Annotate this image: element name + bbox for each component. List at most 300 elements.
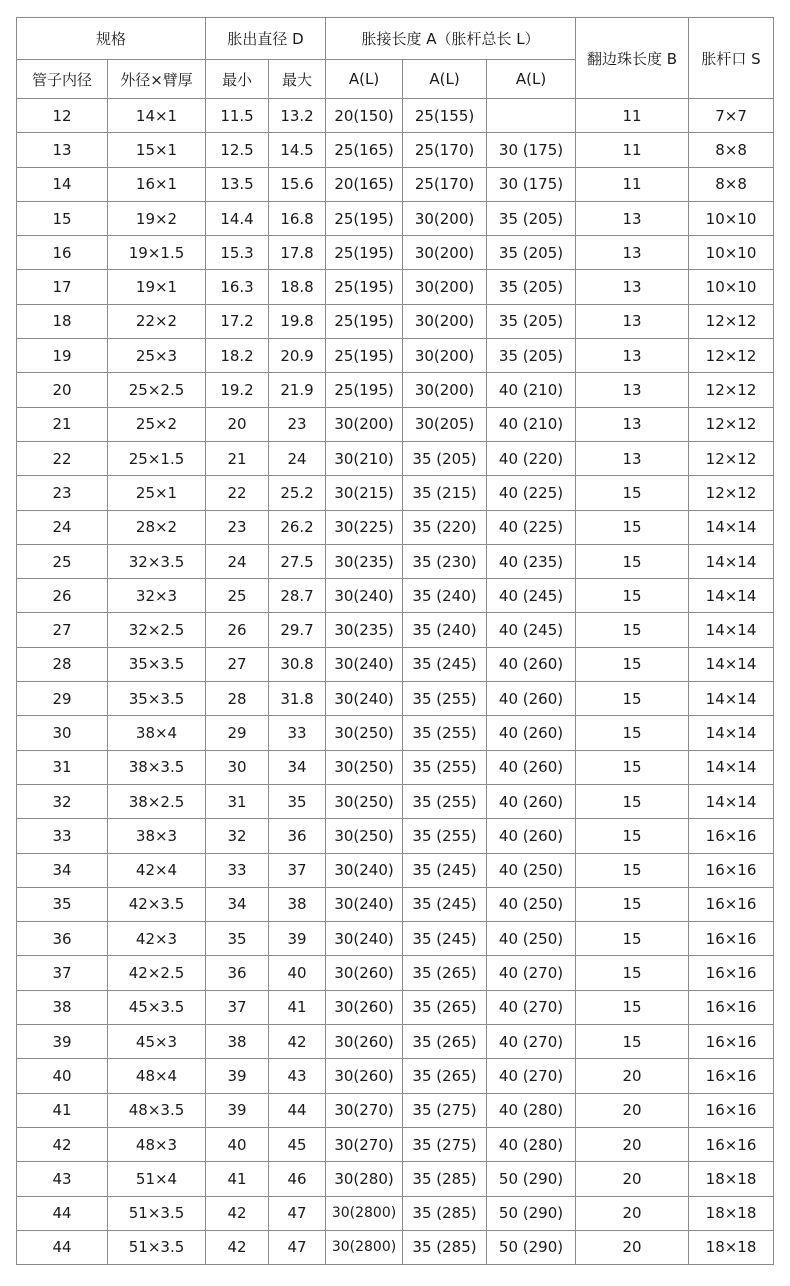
cell-inner-diameter: 38: [17, 990, 108, 1024]
cell-a1-length: 30(260): [326, 1025, 403, 1059]
cell-max-diameter: 39: [269, 922, 326, 956]
cell-min-diameter: 33: [206, 853, 269, 887]
cell-min-diameter: 41: [206, 1162, 269, 1196]
cell-od-wall: 38×3.5: [108, 750, 206, 784]
cell-flange-bead-length: 13: [576, 236, 689, 270]
cell-a2-length: 30(200): [403, 339, 487, 373]
cell-min-diameter: 27: [206, 647, 269, 681]
cell-min-diameter: 19.2: [206, 373, 269, 407]
cell-a2-length: 35 (265): [403, 1025, 487, 1059]
cell-a1-length: 30(250): [326, 784, 403, 818]
cell-max-diameter: 30.8: [269, 647, 326, 681]
cell-a1-length: 30(235): [326, 544, 403, 578]
cell-a2-length: 35 (285): [403, 1196, 487, 1230]
cell-rod-opening: 14×14: [689, 784, 774, 818]
cell-min-diameter: 34: [206, 887, 269, 921]
cell-a2-length: 35 (255): [403, 750, 487, 784]
table-row: [17, 647, 774, 681]
cell-inner-diameter: 37: [17, 956, 108, 990]
cell-max-diameter: 23: [269, 407, 326, 441]
cell-a1-length: 30(280): [326, 1162, 403, 1196]
cell-a2-length: 35 (205): [403, 441, 487, 475]
cell-max-diameter: 46: [269, 1162, 326, 1196]
header-row-top: [17, 18, 774, 60]
cell-min-diameter: 12.5: [206, 133, 269, 167]
cell-od-wall: 22×2: [108, 304, 206, 338]
cell-min-diameter: 20: [206, 407, 269, 441]
cell-max-diameter: 14.5: [269, 133, 326, 167]
cell-a1-length: 25(195): [326, 304, 403, 338]
cell-a2-length: 35 (245): [403, 922, 487, 956]
cell-od-wall: 51×3.5: [108, 1196, 206, 1230]
cell-max-diameter: 17.8: [269, 236, 326, 270]
cell-a2-length: 35 (245): [403, 647, 487, 681]
cell-flange-bead-length: 15: [576, 956, 689, 990]
cell-a2-length: 35 (255): [403, 819, 487, 853]
cell-a1-length: 30(250): [326, 750, 403, 784]
header-flange-bead-length: 翻边珠长度 B: [576, 18, 689, 99]
header-a3: A(L): [487, 60, 576, 99]
cell-max-diameter: 35: [269, 784, 326, 818]
table-row: [17, 270, 774, 304]
cell-od-wall: 25×3: [108, 339, 206, 373]
cell-a1-length: 30(2800): [326, 1230, 403, 1264]
cell-flange-bead-length: 15: [576, 819, 689, 853]
cell-min-diameter: 29: [206, 716, 269, 750]
cell-flange-bead-length: 15: [576, 887, 689, 921]
cell-rod-opening: 16×16: [689, 990, 774, 1024]
cell-a2-length: 35 (255): [403, 682, 487, 716]
cell-a1-length: 30(235): [326, 613, 403, 647]
cell-flange-bead-length: 13: [576, 201, 689, 235]
header-a1: A(L): [326, 60, 403, 99]
cell-a1-length: 30(270): [326, 1093, 403, 1127]
cell-od-wall: 14×1: [108, 99, 206, 133]
cell-rod-opening: 12×12: [689, 339, 774, 373]
cell-min-diameter: 35: [206, 922, 269, 956]
cell-inner-diameter: 30: [17, 716, 108, 750]
cell-rod-opening: 14×14: [689, 613, 774, 647]
cell-inner-diameter: 28: [17, 647, 108, 681]
cell-a3-length: 40 (270): [487, 990, 576, 1024]
cell-od-wall: 16×1: [108, 167, 206, 201]
cell-a3-length: 40 (280): [487, 1093, 576, 1127]
cell-a1-length: 30(270): [326, 1127, 403, 1161]
table-row: [17, 1025, 774, 1059]
cell-flange-bead-length: 13: [576, 270, 689, 304]
cell-min-diameter: 11.5: [206, 99, 269, 133]
cell-a3-length: 40 (280): [487, 1127, 576, 1161]
header-od-wall: 外径×臂厚: [108, 60, 206, 99]
cell-od-wall: 51×3.5: [108, 1230, 206, 1264]
cell-a1-length: 25(195): [326, 270, 403, 304]
cell-flange-bead-length: 15: [576, 613, 689, 647]
cell-flange-bead-length: 15: [576, 853, 689, 887]
cell-od-wall: 45×3: [108, 1025, 206, 1059]
cell-inner-diameter: 33: [17, 819, 108, 853]
cell-rod-opening: 12×12: [689, 476, 774, 510]
cell-rod-opening: 14×14: [689, 750, 774, 784]
cell-a1-length: 30(240): [326, 682, 403, 716]
cell-a2-length: 30(200): [403, 270, 487, 304]
cell-a1-length: 25(195): [326, 339, 403, 373]
cell-inner-diameter: 43: [17, 1162, 108, 1196]
cell-a2-length: 25(170): [403, 133, 487, 167]
cell-flange-bead-length: 20: [576, 1093, 689, 1127]
cell-a3-length: 35 (205): [487, 201, 576, 235]
cell-inner-diameter: 29: [17, 682, 108, 716]
cell-inner-diameter: 34: [17, 853, 108, 887]
cell-a2-length: 30(200): [403, 304, 487, 338]
cell-a2-length: 35 (245): [403, 887, 487, 921]
cell-inner-diameter: 36: [17, 922, 108, 956]
cell-min-diameter: 14.4: [206, 201, 269, 235]
cell-rod-opening: 14×14: [689, 544, 774, 578]
cell-rod-opening: 16×16: [689, 1059, 774, 1093]
cell-a1-length: 30(260): [326, 1059, 403, 1093]
header-spec: 规格: [17, 18, 206, 60]
table-row: [17, 1127, 774, 1161]
cell-inner-diameter: 14: [17, 167, 108, 201]
cell-od-wall: 28×2: [108, 510, 206, 544]
cell-a2-length: 35 (255): [403, 784, 487, 818]
cell-max-diameter: 28.7: [269, 579, 326, 613]
cell-rod-opening: 12×12: [689, 441, 774, 475]
cell-inner-diameter: 42: [17, 1127, 108, 1161]
cell-inner-diameter: 21: [17, 407, 108, 441]
cell-max-diameter: 19.8: [269, 304, 326, 338]
cell-rod-opening: 18×18: [689, 1196, 774, 1230]
cell-inner-diameter: 25: [17, 544, 108, 578]
table-body: [17, 99, 774, 1265]
cell-inner-diameter: 26: [17, 579, 108, 613]
cell-a1-length: 30(240): [326, 887, 403, 921]
cell-flange-bead-length: 15: [576, 990, 689, 1024]
cell-flange-bead-length: 20: [576, 1127, 689, 1161]
cell-min-diameter: 26: [206, 613, 269, 647]
cell-a3-length: 40 (245): [487, 613, 576, 647]
cell-rod-opening: 16×16: [689, 1127, 774, 1161]
cell-a1-length: 30(250): [326, 819, 403, 853]
table-row: [17, 236, 774, 270]
cell-flange-bead-length: 15: [576, 544, 689, 578]
cell-max-diameter: 36: [269, 819, 326, 853]
cell-inner-diameter: 20: [17, 373, 108, 407]
cell-min-diameter: 24: [206, 544, 269, 578]
cell-a3-length: 50 (290): [487, 1196, 576, 1230]
cell-rod-opening: 12×12: [689, 304, 774, 338]
header-inner-diameter: 管子内径: [17, 60, 108, 99]
cell-a3-length: 35 (205): [487, 339, 576, 373]
cell-od-wall: 25×1: [108, 476, 206, 510]
table-row: [17, 922, 774, 956]
cell-a2-length: 30(200): [403, 373, 487, 407]
table-row: [17, 167, 774, 201]
cell-inner-diameter: 39: [17, 1025, 108, 1059]
cell-od-wall: 32×2.5: [108, 613, 206, 647]
cell-a1-length: 25(195): [326, 236, 403, 270]
table-row: [17, 1093, 774, 1127]
cell-min-diameter: 15.3: [206, 236, 269, 270]
cell-max-diameter: 27.5: [269, 544, 326, 578]
cell-rod-opening: 10×10: [689, 201, 774, 235]
cell-a1-length: 30(240): [326, 922, 403, 956]
cell-a3-length: 40 (260): [487, 750, 576, 784]
cell-max-diameter: 38: [269, 887, 326, 921]
cell-inner-diameter: 13: [17, 133, 108, 167]
cell-a3-length: [487, 99, 576, 133]
cell-rod-opening: 8×8: [689, 133, 774, 167]
cell-max-diameter: 47: [269, 1230, 326, 1264]
cell-max-diameter: 40: [269, 956, 326, 990]
cell-min-diameter: 32: [206, 819, 269, 853]
cell-rod-opening: 16×16: [689, 819, 774, 853]
cell-flange-bead-length: 15: [576, 682, 689, 716]
cell-max-diameter: 33: [269, 716, 326, 750]
cell-min-diameter: 40: [206, 1127, 269, 1161]
cell-od-wall: 48×4: [108, 1059, 206, 1093]
cell-od-wall: 19×2: [108, 201, 206, 235]
cell-a2-length: 35 (265): [403, 990, 487, 1024]
cell-min-diameter: 21: [206, 441, 269, 475]
cell-a2-length: 35 (230): [403, 544, 487, 578]
cell-rod-opening: 16×16: [689, 956, 774, 990]
cell-max-diameter: 44: [269, 1093, 326, 1127]
cell-a3-length: 40 (260): [487, 647, 576, 681]
cell-a3-length: 40 (235): [487, 544, 576, 578]
cell-rod-opening: 18×18: [689, 1162, 774, 1196]
cell-rod-opening: 14×14: [689, 510, 774, 544]
header-rod-opening: 胀杆口 S: [689, 18, 774, 99]
cell-a2-length: 35 (215): [403, 476, 487, 510]
cell-a2-length: 35 (265): [403, 1059, 487, 1093]
cell-a3-length: 40 (260): [487, 682, 576, 716]
table-row: [17, 441, 774, 475]
table-row: [17, 1059, 774, 1093]
cell-min-diameter: 22: [206, 476, 269, 510]
cell-max-diameter: 25.2: [269, 476, 326, 510]
cell-max-diameter: 21.9: [269, 373, 326, 407]
cell-min-diameter: 39: [206, 1059, 269, 1093]
cell-max-diameter: 18.8: [269, 270, 326, 304]
cell-a3-length: 40 (260): [487, 784, 576, 818]
cell-od-wall: 25×1.5: [108, 441, 206, 475]
cell-a3-length: 40 (260): [487, 819, 576, 853]
cell-od-wall: 25×2: [108, 407, 206, 441]
cell-min-diameter: 28: [206, 682, 269, 716]
cell-a1-length: 30(240): [326, 853, 403, 887]
cell-inner-diameter: 31: [17, 750, 108, 784]
table-row: [17, 750, 774, 784]
cell-a2-length: 35 (240): [403, 579, 487, 613]
cell-flange-bead-length: 20: [576, 1230, 689, 1264]
table-row: [17, 1196, 774, 1230]
cell-a1-length: 30(250): [326, 716, 403, 750]
table-row: [17, 1162, 774, 1196]
cell-od-wall: 51×4: [108, 1162, 206, 1196]
cell-flange-bead-length: 13: [576, 339, 689, 373]
cell-rod-opening: 16×16: [689, 922, 774, 956]
cell-a3-length: 40 (270): [487, 956, 576, 990]
cell-a1-length: 30(200): [326, 407, 403, 441]
cell-od-wall: 15×1: [108, 133, 206, 167]
cell-a3-length: 40 (225): [487, 510, 576, 544]
cell-inner-diameter: 35: [17, 887, 108, 921]
cell-inner-diameter: 24: [17, 510, 108, 544]
cell-a3-length: 50 (290): [487, 1230, 576, 1264]
cell-od-wall: 42×4: [108, 853, 206, 887]
table-row: [17, 476, 774, 510]
table-row: [17, 990, 774, 1024]
cell-inner-diameter: 40: [17, 1059, 108, 1093]
cell-a1-length: 30(240): [326, 647, 403, 681]
cell-flange-bead-length: 13: [576, 407, 689, 441]
cell-flange-bead-length: 13: [576, 304, 689, 338]
header-max: 最大: [269, 60, 326, 99]
table-row: [17, 201, 774, 235]
cell-rod-opening: 14×14: [689, 716, 774, 750]
cell-max-diameter: 34: [269, 750, 326, 784]
cell-od-wall: 45×3.5: [108, 990, 206, 1024]
cell-a2-length: 35 (285): [403, 1162, 487, 1196]
cell-rod-opening: 16×16: [689, 1025, 774, 1059]
spec-table: [16, 17, 774, 1265]
cell-a3-length: 40 (210): [487, 407, 576, 441]
cell-a1-length: 25(195): [326, 201, 403, 235]
table-row: [17, 373, 774, 407]
cell-a2-length: 35 (275): [403, 1127, 487, 1161]
cell-a1-length: 25(165): [326, 133, 403, 167]
cell-max-diameter: 16.8: [269, 201, 326, 235]
cell-rod-opening: 10×10: [689, 236, 774, 270]
cell-a3-length: 35 (205): [487, 304, 576, 338]
cell-a3-length: 35 (205): [487, 236, 576, 270]
cell-flange-bead-length: 11: [576, 133, 689, 167]
header-expand-diameter: 胀出直径 D: [206, 18, 326, 60]
cell-max-diameter: 29.7: [269, 613, 326, 647]
cell-inner-diameter: 44: [17, 1230, 108, 1264]
table-row: [17, 613, 774, 647]
cell-max-diameter: 47: [269, 1196, 326, 1230]
cell-od-wall: 19×1: [108, 270, 206, 304]
table-row: [17, 784, 774, 818]
cell-max-diameter: 24: [269, 441, 326, 475]
cell-flange-bead-length: 13: [576, 441, 689, 475]
cell-od-wall: 42×2.5: [108, 956, 206, 990]
table-row: [17, 579, 774, 613]
cell-flange-bead-length: 15: [576, 750, 689, 784]
cell-inner-diameter: 23: [17, 476, 108, 510]
cell-min-diameter: 18.2: [206, 339, 269, 373]
cell-od-wall: 38×2.5: [108, 784, 206, 818]
table-row: [17, 887, 774, 921]
cell-inner-diameter: 22: [17, 441, 108, 475]
cell-a2-length: 35 (220): [403, 510, 487, 544]
cell-a1-length: 20(150): [326, 99, 403, 133]
cell-max-diameter: 37: [269, 853, 326, 887]
cell-a1-length: 30(260): [326, 990, 403, 1024]
table-row: [17, 339, 774, 373]
table-row: [17, 510, 774, 544]
cell-min-diameter: 31: [206, 784, 269, 818]
cell-max-diameter: 13.2: [269, 99, 326, 133]
cell-inner-diameter: 18: [17, 304, 108, 338]
cell-min-diameter: 42: [206, 1230, 269, 1264]
cell-a3-length: 40 (270): [487, 1025, 576, 1059]
cell-od-wall: 35×3.5: [108, 647, 206, 681]
cell-a3-length: 40 (225): [487, 476, 576, 510]
cell-max-diameter: 20.9: [269, 339, 326, 373]
cell-a1-length: 25(195): [326, 373, 403, 407]
header-min: 最小: [206, 60, 269, 99]
cell-max-diameter: 45: [269, 1127, 326, 1161]
table-row: [17, 819, 774, 853]
cell-a2-length: 35 (285): [403, 1230, 487, 1264]
cell-rod-opening: 12×12: [689, 407, 774, 441]
cell-a2-length: 35 (255): [403, 716, 487, 750]
cell-a3-length: 40 (250): [487, 853, 576, 887]
cell-a3-length: 35 (205): [487, 270, 576, 304]
table-row: [17, 1230, 774, 1264]
cell-max-diameter: 42: [269, 1025, 326, 1059]
cell-min-diameter: 39: [206, 1093, 269, 1127]
table-row: [17, 682, 774, 716]
cell-a3-length: 30 (175): [487, 167, 576, 201]
cell-a2-length: 35 (275): [403, 1093, 487, 1127]
cell-flange-bead-length: 20: [576, 1196, 689, 1230]
cell-a1-length: 30(240): [326, 579, 403, 613]
cell-flange-bead-length: 15: [576, 716, 689, 750]
cell-max-diameter: 41: [269, 990, 326, 1024]
cell-max-diameter: 26.2: [269, 510, 326, 544]
cell-flange-bead-length: 20: [576, 1059, 689, 1093]
table-row: [17, 544, 774, 578]
cell-a2-length: 35 (240): [403, 613, 487, 647]
cell-rod-opening: 18×18: [689, 1230, 774, 1264]
cell-a2-length: 30(200): [403, 236, 487, 270]
cell-a3-length: 40 (210): [487, 373, 576, 407]
cell-od-wall: 25×2.5: [108, 373, 206, 407]
cell-rod-opening: 14×14: [689, 647, 774, 681]
table-row: [17, 716, 774, 750]
cell-od-wall: 38×3: [108, 819, 206, 853]
cell-flange-bead-length: 11: [576, 99, 689, 133]
table-row: [17, 304, 774, 338]
cell-flange-bead-length: 15: [576, 579, 689, 613]
cell-inner-diameter: 41: [17, 1093, 108, 1127]
cell-min-diameter: 25: [206, 579, 269, 613]
cell-rod-opening: 8×8: [689, 167, 774, 201]
cell-a3-length: 40 (250): [487, 922, 576, 956]
cell-min-diameter: 30: [206, 750, 269, 784]
cell-inner-diameter: 15: [17, 201, 108, 235]
cell-a1-length: 20(165): [326, 167, 403, 201]
table-row: [17, 99, 774, 133]
cell-a2-length: 30(205): [403, 407, 487, 441]
cell-od-wall: 35×3.5: [108, 682, 206, 716]
cell-od-wall: 38×4: [108, 716, 206, 750]
cell-rod-opening: 16×16: [689, 1093, 774, 1127]
cell-flange-bead-length: 15: [576, 476, 689, 510]
table-row: [17, 956, 774, 990]
cell-a1-length: 30(225): [326, 510, 403, 544]
cell-inner-diameter: 16: [17, 236, 108, 270]
cell-a2-length: 35 (245): [403, 853, 487, 887]
cell-flange-bead-length: 15: [576, 784, 689, 818]
cell-rod-opening: 7×7: [689, 99, 774, 133]
cell-od-wall: 19×1.5: [108, 236, 206, 270]
cell-max-diameter: 43: [269, 1059, 326, 1093]
